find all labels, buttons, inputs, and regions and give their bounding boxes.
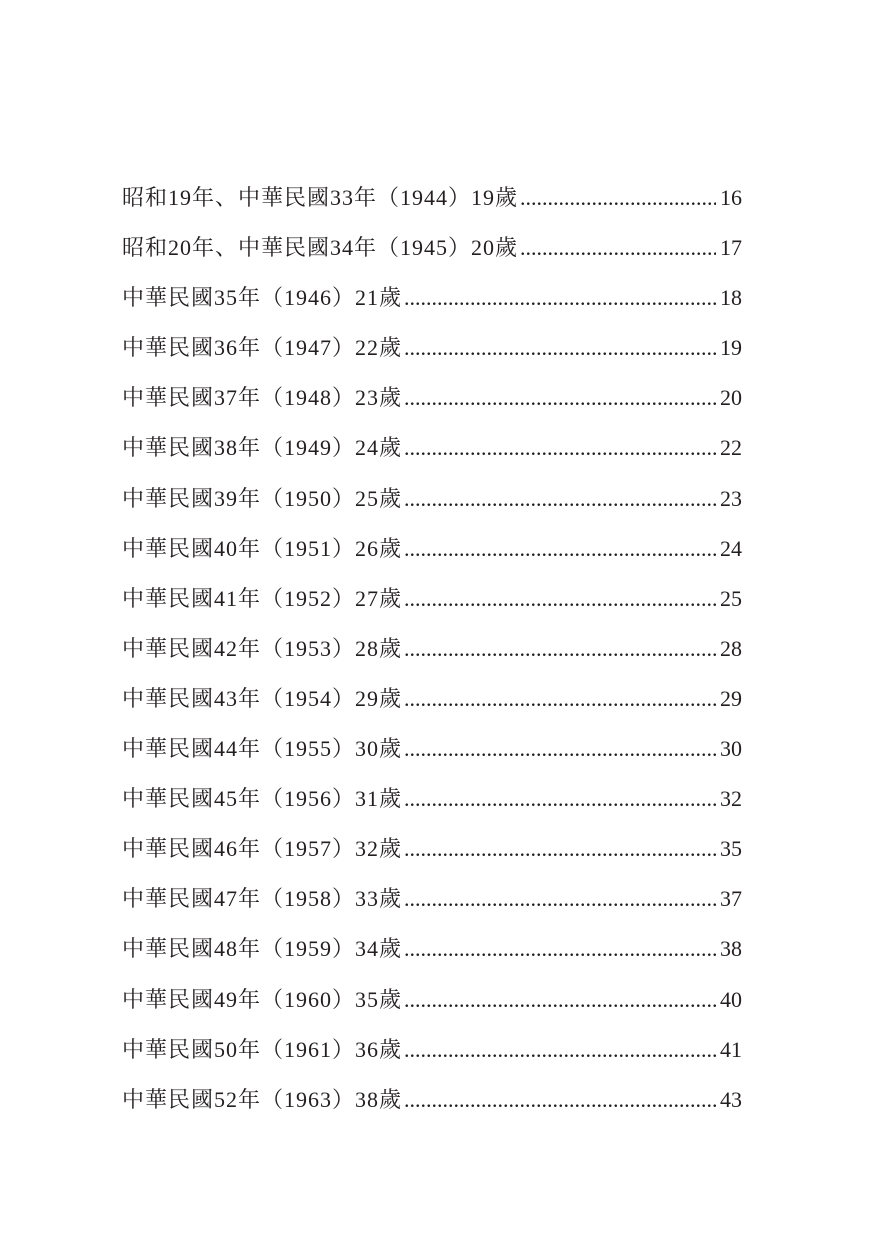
toc-entry-page: 22	[720, 435, 742, 461]
toc-entry[interactable]	[122, 180, 742, 230]
toc-entry-title: 中華民國47年（1958）33歲	[122, 886, 403, 912]
dot-leader	[520, 230, 716, 266]
toc-entry-title: 中華民國44年（1955）30歲	[122, 736, 403, 762]
toc-entry-title: 中華民國42年（1953）28歲	[122, 635, 403, 661]
toc-entry[interactable]	[122, 731, 742, 781]
toc-entry-title: 中華民國48年（1959）34歲	[122, 936, 403, 962]
toc-entry-page: 40	[720, 986, 742, 1012]
dot-leader	[404, 1082, 716, 1118]
dot-leader	[404, 581, 716, 617]
toc-entry[interactable]	[122, 380, 742, 430]
toc-entry-page: 43	[720, 1086, 742, 1112]
dot-leader	[520, 180, 716, 216]
dot-leader	[404, 982, 716, 1018]
dot-leader	[404, 330, 716, 366]
toc-entry-title: 中華民國45年（1956）31歲	[122, 786, 403, 812]
toc-entry[interactable]	[122, 982, 742, 1032]
toc-entry-page: 30	[720, 736, 742, 762]
toc-entry-page: 19	[720, 335, 742, 361]
toc-entry-title: 昭和19年、中華民國33年（1944）19歲	[122, 185, 519, 210]
toc-entry[interactable]	[122, 531, 742, 581]
toc-entry[interactable]	[122, 831, 742, 881]
toc-entry-title: 中華民國36年（1947）22歲	[122, 335, 403, 361]
toc-entry[interactable]	[122, 1032, 742, 1082]
toc-entry-page: 41	[720, 1036, 742, 1062]
toc-entry[interactable]	[122, 681, 742, 731]
dot-leader	[404, 831, 716, 867]
toc-entry[interactable]	[122, 1082, 742, 1132]
toc-entry[interactable]	[122, 430, 742, 480]
toc-entry-title: 中華民國39年（1950）25歲	[122, 485, 403, 511]
toc-entry-page: 24	[720, 535, 742, 561]
dot-leader	[404, 380, 716, 416]
toc-entry-title: 中華民國40年（1951）26歲	[122, 535, 403, 561]
toc-entry-title: 中華民國41年（1952）27歲	[122, 585, 403, 611]
toc-entry[interactable]	[122, 931, 742, 981]
dot-leader	[404, 931, 716, 967]
dot-leader	[404, 280, 716, 316]
toc-entry[interactable]	[122, 881, 742, 931]
toc-entry-page: 35	[720, 836, 742, 862]
toc-entry-page: 16	[720, 185, 742, 210]
toc-entry-title: 中華民國50年（1961）36歲	[122, 1036, 403, 1062]
dot-leader	[404, 631, 716, 667]
dot-leader	[404, 481, 716, 517]
toc-entry[interactable]	[122, 330, 742, 380]
dot-leader	[404, 731, 716, 767]
toc-entry[interactable]	[122, 230, 742, 280]
toc-entry-page: 37	[720, 886, 742, 912]
dot-leader	[404, 1032, 716, 1068]
toc-entry-title: 中華民國46年（1957）32歲	[122, 836, 403, 862]
toc-entry[interactable]	[122, 280, 742, 330]
toc-entry-page: 23	[720, 485, 742, 511]
dot-leader	[404, 681, 716, 717]
toc-entry[interactable]	[122, 781, 742, 831]
toc-entry-page: 18	[720, 285, 742, 311]
toc-entry-title: 中華民國35年（1946）21歲	[122, 285, 403, 311]
toc-entry-page: 17	[720, 235, 742, 261]
dot-leader	[404, 430, 716, 466]
toc-entry-page: 20	[720, 385, 742, 411]
toc-entry-title: 中華民國49年（1960）35歲	[122, 986, 403, 1012]
toc-entry-title: 中華民國43年（1954）29歲	[122, 685, 403, 711]
toc-entry-page: 32	[720, 786, 742, 812]
dot-leader	[404, 781, 716, 817]
table-of-contents	[122, 180, 742, 1132]
toc-entry[interactable]	[122, 581, 742, 631]
toc-entry-title: 中華民國38年（1949）24歲	[122, 435, 403, 461]
toc-entry[interactable]	[122, 631, 742, 681]
toc-entry-page: 29	[720, 685, 742, 711]
toc-entry-page: 38	[720, 936, 742, 962]
toc-entry[interactable]	[122, 481, 742, 531]
toc-entry-title: 昭和20年、中華民國34年（1945）20歲	[122, 235, 519, 261]
dot-leader	[404, 531, 716, 567]
toc-entry-title: 中華民國37年（1948）23歲	[122, 385, 403, 411]
toc-entry-page: 25	[720, 585, 742, 611]
toc-entry-title: 中華民國52年（1963）38歲	[122, 1086, 403, 1112]
toc-entry-page: 28	[720, 635, 742, 661]
dot-leader	[404, 881, 716, 917]
